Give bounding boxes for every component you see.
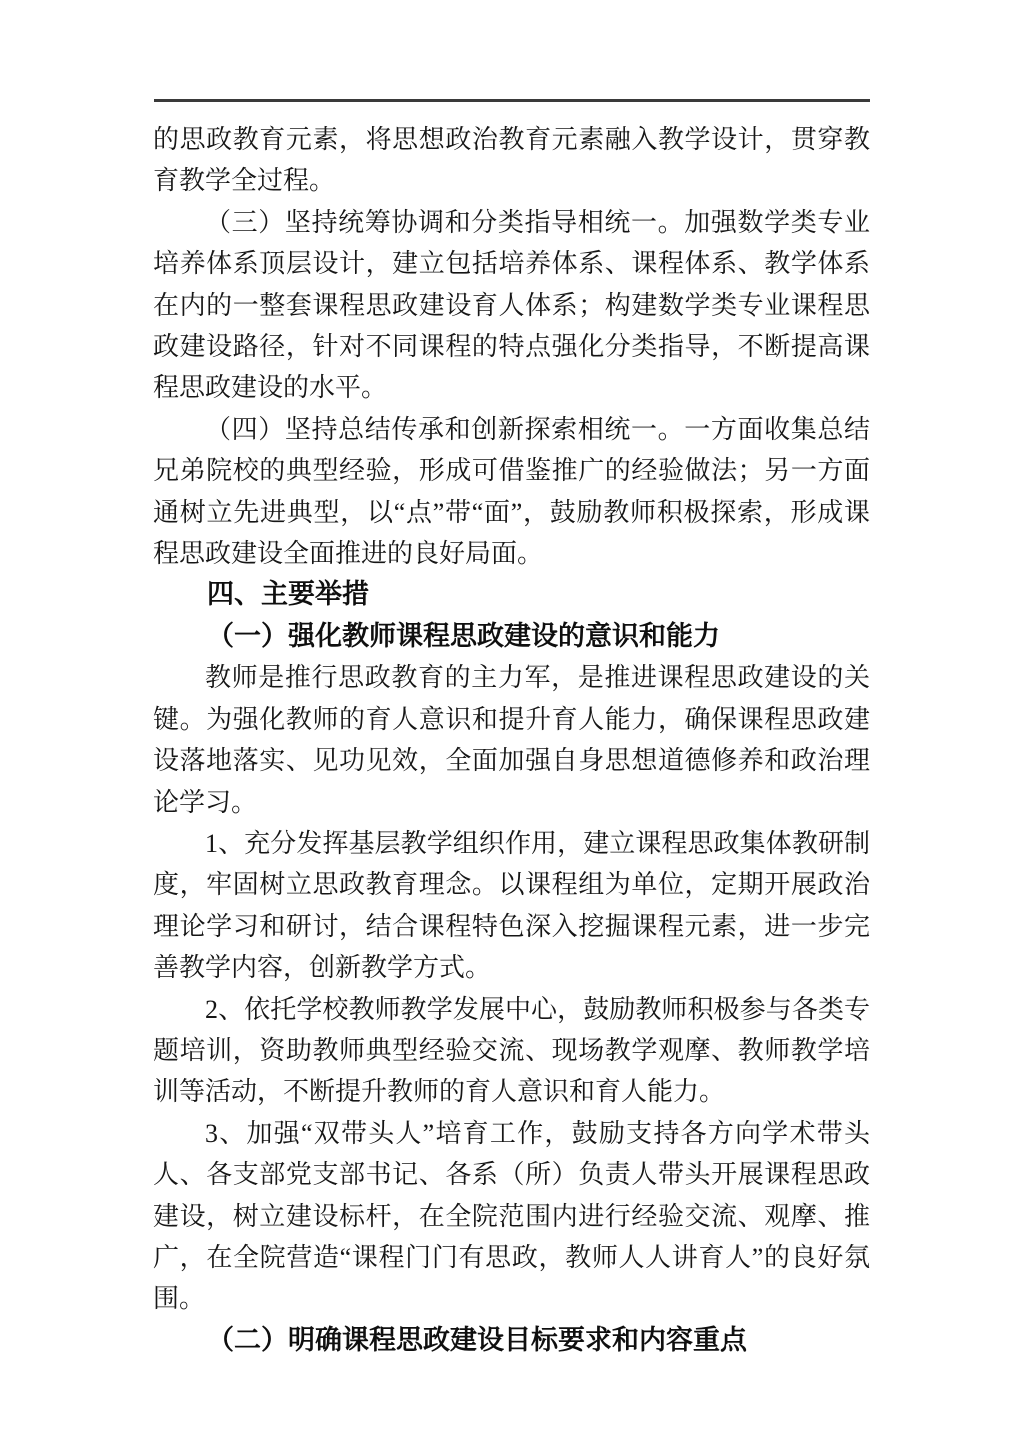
body-paragraph-measure-3: 3、加强“双带头人”培育工作，鼓励支持各方向学术带头人、各支部党支部书记、各系（所）负责人带头开展课程思政建设，树立建设标杆，在全院范围内进行经验交流、观摩、推广，在全院营造“课程门门有思政，教师人人讲育人”的良好氛围。: [153, 1118, 870, 1314]
section-heading-main-measures: 四、主要举措: [207, 579, 369, 610]
document-body: [153, 119, 870, 1361]
subsection-heading-1: （一）强化教师课程思政建设的意识和能力: [207, 620, 720, 651]
subsection-heading-2: （二）明确课程思政建设目标要求和内容重点: [207, 1324, 747, 1355]
body-paragraph-principle-3: （三）坚持统筹协调和分类指导相统一。加强数学类专业培养体系顶层设计，建立包括培养体系、课程体系、教学体系在内的一整套课程思政建设育人体系；构建数学类专业课程思政建设路径，针对不同课程的特点强化分类指导，不断提高课程思政建设的水平。: [153, 207, 870, 403]
body-paragraph-measure-2: 2、依托学校教师教学发展中心，鼓励教师积极参与各类专题培训，资助教师典型经验交流、现场教学观摩、教师教学培训等活动，不断提升教师的育人意识和育人能力。: [153, 994, 870, 1107]
body-paragraph-principle-4: （四）坚持总结传承和创新探索相统一。一方面收集总结兄弟院校的典型经验，形成可借鉴推广的经验做法；另一方面通树立先进典型，以“点”带“面”，鼓励教师积极探索，形成课程思政建设全面推进的良好局面。: [153, 414, 870, 569]
body-paragraph-continuation: 的思政教育元素，将思想政治教育元素融入教学设计，贯穿教育教学全过程。: [153, 125, 870, 196]
page-header-divider: [154, 99, 870, 102]
body-paragraph-measure-1: 1、充分发挥基层教学组织作用，建立课程思政集体教研制度，牢固树立思政教育理念。以课程组为单位，定期开展政治理论学习和研讨，结合课程特色深入挖掘课程元素，进一步完善教学内容，创新教学方式。: [153, 828, 870, 983]
body-paragraph-teachers-key: 教师是推行思政教育的主力军，是推进课程思政建设的关键。为强化教师的育人意识和提升育人能力，确保课程思政建设落地落实、见功见效，全面加强自身思想道德修养和政治理论学习。: [153, 663, 870, 817]
